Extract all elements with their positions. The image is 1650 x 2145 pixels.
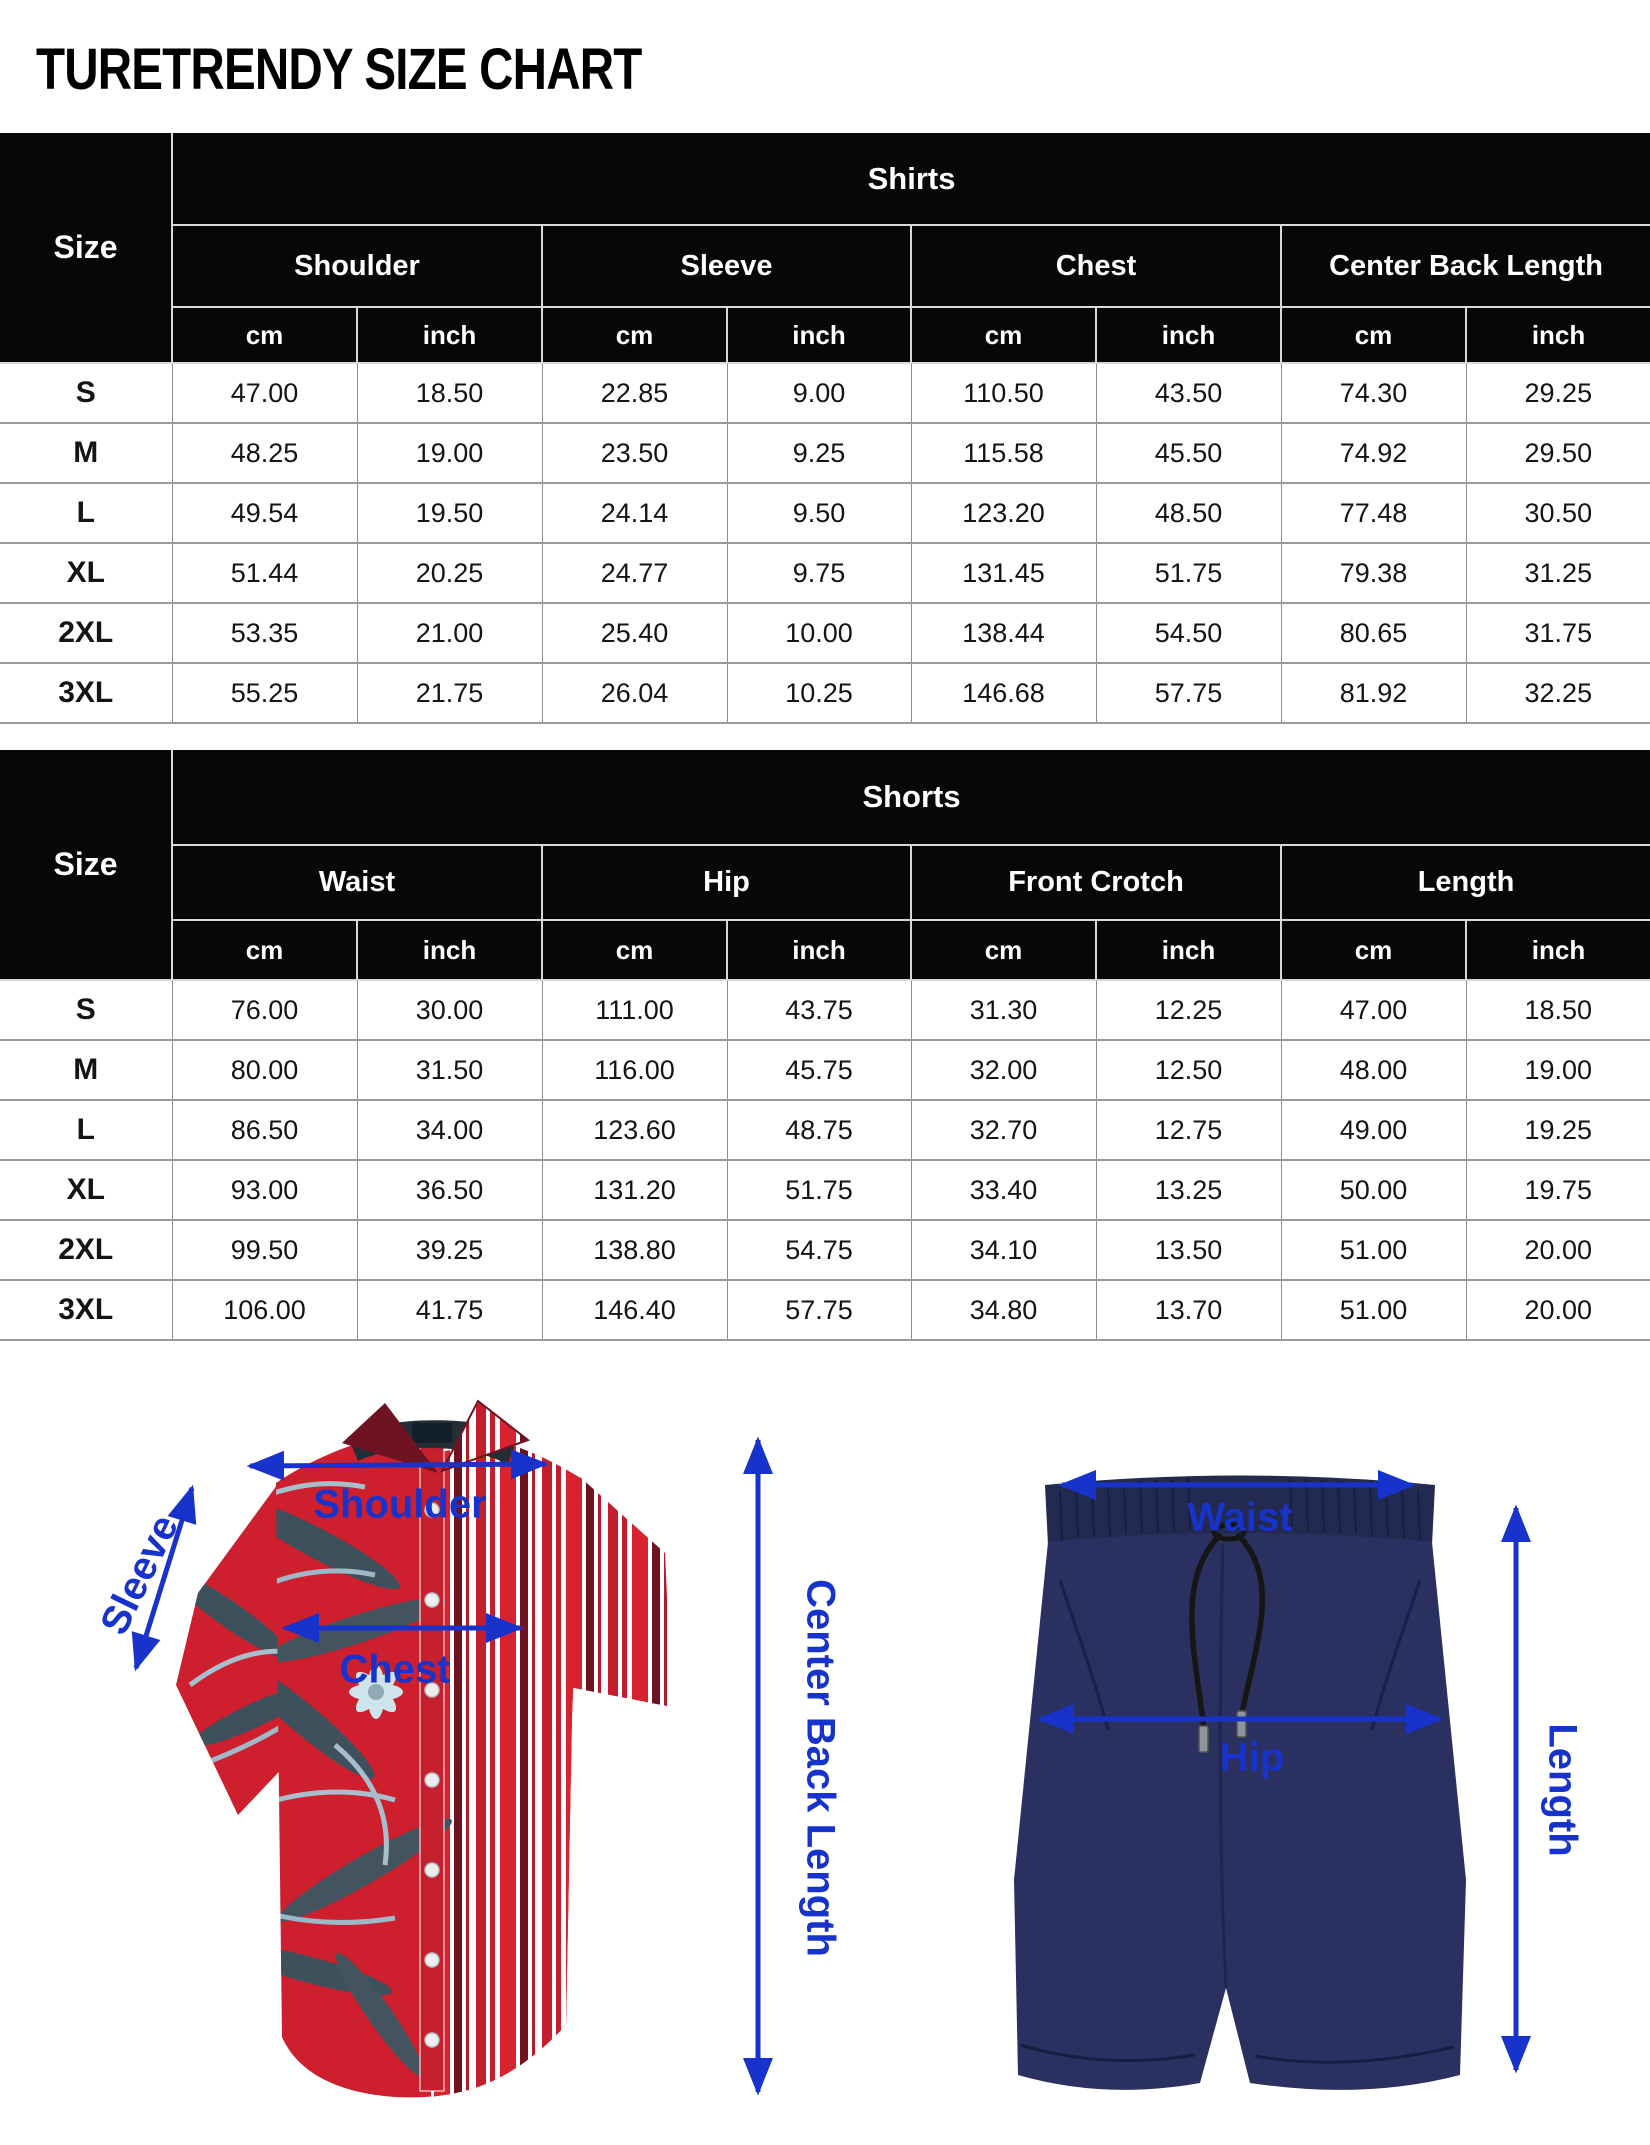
table-row — [0, 543, 1650, 603]
value-cell: 25.40 — [542, 603, 727, 663]
value-cell: 39.25 — [357, 1220, 542, 1280]
value-cell: 49.00 — [1281, 1100, 1466, 1160]
value-cell: 47.00 — [172, 363, 357, 423]
value-cell: 116.00 — [542, 1040, 727, 1100]
value-cell: 93.00 — [172, 1160, 357, 1220]
unit-header: cm — [1281, 920, 1466, 980]
value-cell: 9.00 — [727, 363, 911, 423]
value-cell: 9.50 — [727, 483, 911, 543]
value-cell: 74.92 — [1281, 423, 1466, 483]
value-cell: 32.70 — [911, 1100, 1096, 1160]
unit-header: inch — [357, 920, 542, 980]
value-cell: 21.00 — [357, 603, 542, 663]
value-cell: 13.50 — [1096, 1220, 1281, 1280]
unit-header: cm — [911, 307, 1096, 363]
value-cell: 77.48 — [1281, 483, 1466, 543]
value-cell: 10.00 — [727, 603, 911, 663]
value-cell: 12.25 — [1096, 980, 1281, 1040]
value-cell: 57.75 — [1096, 663, 1281, 723]
value-cell: 138.44 — [911, 603, 1096, 663]
value-cell: 12.75 — [1096, 1100, 1281, 1160]
value-cell: 54.75 — [727, 1220, 911, 1280]
value-cell: 111.00 — [542, 980, 727, 1040]
value-cell: 106.00 — [172, 1280, 357, 1340]
unit-header: inch — [357, 307, 542, 363]
shirts-col-chest: Chest — [911, 225, 1281, 307]
value-cell: 32.00 — [911, 1040, 1096, 1100]
value-cell: 36.50 — [357, 1160, 542, 1220]
value-cell: 51.44 — [172, 543, 357, 603]
unit-header: inch — [727, 307, 911, 363]
unit-header: cm — [172, 920, 357, 980]
unit-header: inch — [1466, 920, 1650, 980]
value-cell: 30.50 — [1466, 483, 1650, 543]
shorts-col-length: Length — [1281, 845, 1650, 920]
chest-label: Chest — [339, 1647, 451, 1692]
size-cell: L — [0, 483, 172, 543]
shirts-col-sleeve: Sleeve — [542, 225, 911, 307]
value-cell: 20.25 — [357, 543, 542, 603]
shirts-size-column-header: Size — [0, 133, 172, 363]
unit-header: inch — [1096, 307, 1281, 363]
shorts-col-waist: Waist — [172, 845, 542, 920]
sleeve-label: Sleeve — [91, 1508, 188, 1642]
value-cell: 32.25 — [1466, 663, 1650, 723]
value-cell: 24.14 — [542, 483, 727, 543]
page-title: TURETRENDY SIZE CHART — [36, 37, 642, 102]
value-cell: 20.00 — [1466, 1220, 1650, 1280]
value-cell: 19.00 — [357, 423, 542, 483]
unit-header: inch — [1096, 920, 1281, 980]
value-cell: 76.00 — [172, 980, 357, 1040]
table-row — [0, 1160, 1650, 1220]
value-cell: 123.60 — [542, 1100, 727, 1160]
value-cell: 19.75 — [1466, 1160, 1650, 1220]
shorts-group-header: Shorts — [172, 750, 1650, 845]
value-cell: 48.50 — [1096, 483, 1281, 543]
value-cell: 51.00 — [1281, 1220, 1466, 1280]
value-cell: 51.00 — [1281, 1280, 1466, 1340]
size-cell: 3XL — [0, 1280, 172, 1340]
unit-header: cm — [542, 920, 727, 980]
value-cell: 29.25 — [1466, 363, 1650, 423]
value-cell: 138.80 — [542, 1220, 727, 1280]
size-cell: M — [0, 1040, 172, 1100]
shoulder-arrow-icon — [250, 1464, 545, 1466]
value-cell: 19.50 — [357, 483, 542, 543]
size-cell: 2XL — [0, 603, 172, 663]
table-row — [0, 363, 1650, 423]
value-cell: 55.25 — [172, 663, 357, 723]
value-cell: 31.50 — [357, 1040, 542, 1100]
table-row — [0, 1040, 1650, 1100]
value-cell: 31.25 — [1466, 543, 1650, 603]
value-cell: 29.50 — [1466, 423, 1650, 483]
value-cell: 47.00 — [1281, 980, 1466, 1040]
waist-label: Waist — [1187, 1495, 1293, 1540]
size-cell: 3XL — [0, 663, 172, 723]
value-cell: 9.75 — [727, 543, 911, 603]
value-cell: 48.75 — [727, 1100, 911, 1160]
value-cell: 50.00 — [1281, 1160, 1466, 1220]
value-cell: 20.00 — [1466, 1280, 1650, 1340]
value-cell: 99.50 — [172, 1220, 357, 1280]
value-cell: 31.75 — [1466, 603, 1650, 663]
unit-header: inch — [727, 920, 911, 980]
value-cell: 48.00 — [1281, 1040, 1466, 1100]
value-cell: 80.65 — [1281, 603, 1466, 663]
hip-label: Hip — [1219, 1735, 1285, 1780]
value-cell: 18.50 — [1466, 980, 1650, 1040]
value-cell: 43.50 — [1096, 363, 1281, 423]
size-cell: XL — [0, 543, 172, 603]
value-cell: 110.50 — [911, 363, 1096, 423]
shirts-col-center-back-length: Center Back Length — [1281, 225, 1650, 307]
size-cell: L — [0, 1100, 172, 1160]
measurement-figure — [0, 1340, 1650, 2145]
shoulder-label: Shoulder — [313, 1482, 487, 1527]
table-row — [0, 1220, 1650, 1280]
table-row — [0, 483, 1650, 543]
value-cell: 34.00 — [357, 1100, 542, 1160]
value-cell: 19.25 — [1466, 1100, 1650, 1160]
value-cell: 13.70 — [1096, 1280, 1281, 1340]
value-cell: 31.30 — [911, 980, 1096, 1040]
value-cell: 26.04 — [542, 663, 727, 723]
value-cell: 79.38 — [1281, 543, 1466, 603]
unit-header: cm — [911, 920, 1096, 980]
value-cell: 19.00 — [1466, 1040, 1650, 1100]
value-cell: 131.20 — [542, 1160, 727, 1220]
value-cell: 18.50 — [357, 363, 542, 423]
value-cell: 51.75 — [727, 1160, 911, 1220]
value-cell: 45.75 — [727, 1040, 911, 1100]
center-back-length-label: Center Back Length — [798, 1579, 843, 1957]
value-cell: 43.75 — [727, 980, 911, 1040]
value-cell: 51.75 — [1096, 543, 1281, 603]
shorts-col-front-crotch: Front Crotch — [911, 845, 1281, 920]
value-cell: 49.54 — [172, 483, 357, 543]
value-cell: 12.50 — [1096, 1040, 1281, 1100]
value-cell: 34.80 — [911, 1280, 1096, 1340]
value-cell: 10.25 — [727, 663, 911, 723]
value-cell: 81.92 — [1281, 663, 1466, 723]
value-cell: 74.30 — [1281, 363, 1466, 423]
value-cell: 22.85 — [542, 363, 727, 423]
size-cell: S — [0, 980, 172, 1040]
size-cell: XL — [0, 1160, 172, 1220]
value-cell: 54.50 — [1096, 603, 1281, 663]
table-row — [0, 423, 1650, 483]
value-cell: 34.10 — [911, 1220, 1096, 1280]
unit-header: cm — [1281, 307, 1466, 363]
value-cell: 23.50 — [542, 423, 727, 483]
value-cell: 24.77 — [542, 543, 727, 603]
table-row — [0, 603, 1650, 663]
shorts-size-table — [0, 750, 1650, 1341]
value-cell: 30.00 — [357, 980, 542, 1040]
value-cell: 33.40 — [911, 1160, 1096, 1220]
value-cell: 48.25 — [172, 423, 357, 483]
unit-header: cm — [542, 307, 727, 363]
size-cell: 2XL — [0, 1220, 172, 1280]
table-row — [0, 1100, 1650, 1160]
table-row — [0, 980, 1650, 1040]
value-cell: 41.75 — [357, 1280, 542, 1340]
value-cell: 131.45 — [911, 543, 1096, 603]
shorts-col-hip: Hip — [542, 845, 911, 920]
value-cell: 80.00 — [172, 1040, 357, 1100]
length-label: Length — [1540, 1723, 1585, 1857]
shirts-size-table — [0, 133, 1650, 724]
value-cell: 21.75 — [357, 663, 542, 723]
unit-header: inch — [1466, 307, 1650, 363]
value-cell: 86.50 — [172, 1100, 357, 1160]
table-row — [0, 663, 1650, 723]
shorts-size-column-header: Size — [0, 750, 172, 980]
value-cell: 146.68 — [911, 663, 1096, 723]
value-cell: 115.58 — [911, 423, 1096, 483]
table-row — [0, 1280, 1650, 1340]
value-cell: 45.50 — [1096, 423, 1281, 483]
unit-header: cm — [172, 307, 357, 363]
value-cell: 9.25 — [727, 423, 911, 483]
shirts-group-header: Shirts — [172, 133, 1650, 225]
size-cell: S — [0, 363, 172, 423]
size-cell: M — [0, 423, 172, 483]
value-cell: 57.75 — [727, 1280, 911, 1340]
value-cell: 123.20 — [911, 483, 1096, 543]
shirts-col-shoulder: Shoulder — [172, 225, 542, 307]
value-cell: 53.35 — [172, 603, 357, 663]
value-cell: 13.25 — [1096, 1160, 1281, 1220]
value-cell: 146.40 — [542, 1280, 727, 1340]
